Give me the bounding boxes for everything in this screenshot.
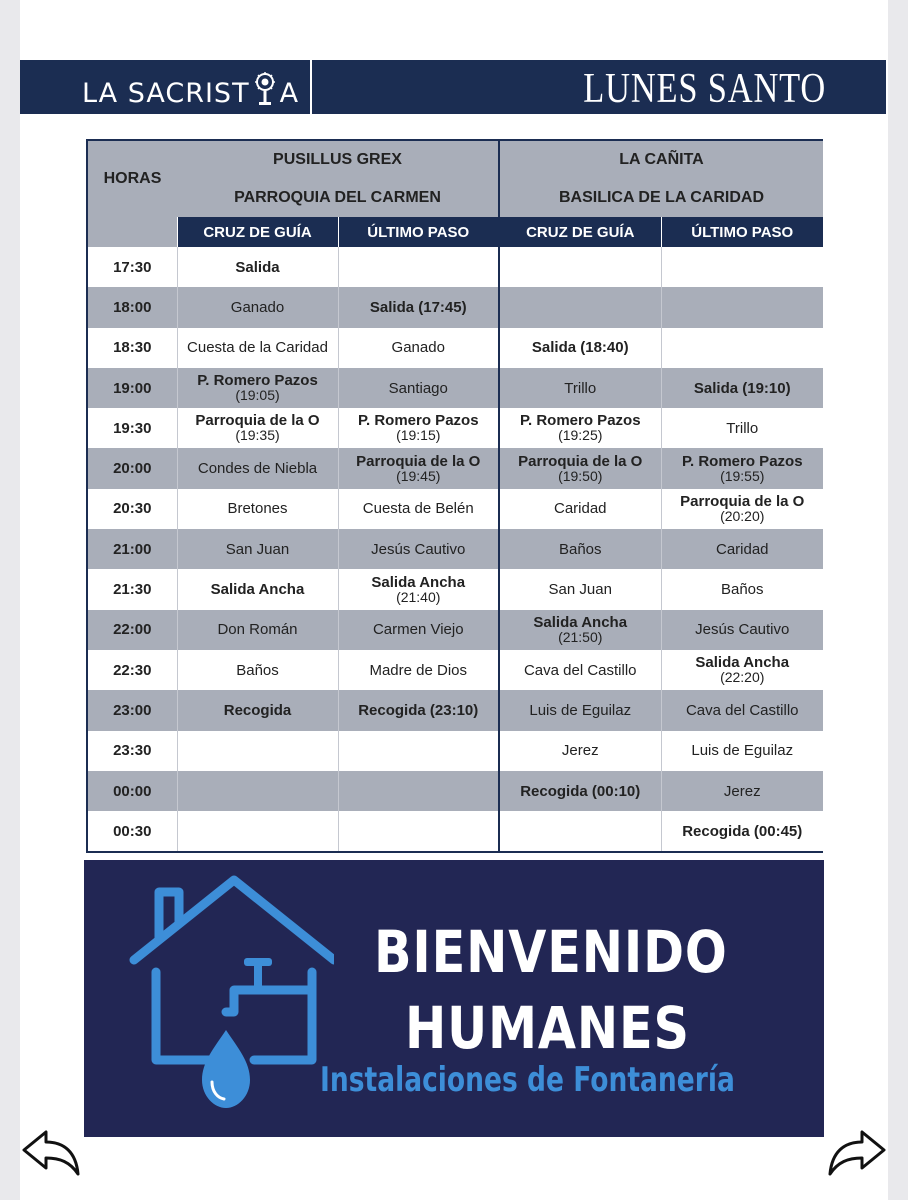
cell-time: (22:20): [720, 669, 765, 686]
schedule-cell: [338, 328, 499, 368]
cell-time: (19:35): [235, 427, 280, 444]
brand-text-left: LA SACRIST: [82, 78, 250, 109]
schedule-cell: [338, 368, 499, 408]
schedule-cell: [338, 650, 499, 690]
schedule-cell: [661, 569, 823, 609]
schedule-cell: [338, 811, 499, 851]
schedule-cell: [661, 650, 823, 690]
schedule-cell: [177, 690, 338, 730]
schedule-cell: [499, 529, 661, 569]
house-faucet-icon: [104, 872, 334, 1127]
schedule-cell: [499, 408, 661, 448]
cell-location: Cuesta de la Caridad: [187, 339, 328, 357]
table-row: [88, 569, 823, 609]
schedule-cell: [177, 287, 338, 327]
schedule-cell: [499, 610, 661, 650]
schedule-cell: [499, 448, 661, 488]
cell-location: Luis de Eguilaz: [529, 701, 632, 719]
schedule-cell: [338, 448, 499, 488]
cell-location: Cava del Castillo: [523, 661, 637, 679]
schedule-cell: [177, 731, 338, 771]
hour-cell: 23:30: [88, 731, 177, 771]
schedule-cell: [499, 569, 661, 609]
schedule-cell: [499, 368, 661, 408]
table-row: [88, 731, 823, 771]
cell-location: Parroquia de la O: [518, 452, 643, 470]
cell-location: Carmen Viejo: [372, 621, 464, 639]
cell-location: Caridad: [553, 500, 607, 518]
hour-cell: 21:30: [88, 569, 177, 609]
cell-location: Salida Ancha: [533, 613, 628, 631]
subheader-cruz-2: CRUZ DE GUÍA: [499, 217, 661, 247]
cell-time: (19:50): [558, 467, 603, 484]
table-row: [88, 287, 823, 327]
table-row: [88, 690, 823, 730]
cell-time: (19:25): [558, 427, 603, 444]
schedule-cell: [177, 650, 338, 690]
page: [20, 0, 888, 1200]
cell-location: Cava del Castillo: [685, 701, 799, 719]
cell-location: Caridad: [715, 540, 769, 558]
schedule-cell: [661, 489, 823, 529]
cell-location: Ganado: [391, 339, 445, 357]
cell-location: Bretones: [227, 500, 288, 518]
cell-location: Salida (19:10): [693, 379, 791, 397]
hour-cell: 19:30: [88, 408, 177, 448]
cell-location: P. Romero Pazos: [357, 412, 479, 430]
schedule-cell: [177, 328, 338, 368]
table-row: [88, 247, 823, 287]
group-name-2: LA CAÑITA: [499, 141, 823, 179]
table-row: [88, 650, 823, 690]
cell-location: Parroquia de la O: [195, 412, 320, 430]
schedule-cell: [338, 247, 499, 287]
header-divider: [310, 60, 312, 114]
table-row: [88, 771, 823, 811]
next-page-button[interactable]: [824, 1126, 888, 1182]
hour-cell: 18:00: [88, 287, 177, 327]
schedule-cell: [661, 690, 823, 730]
hour-cell: 17:30: [88, 247, 177, 287]
cell-location: Trillo: [564, 379, 597, 397]
cell-time: (20:20): [720, 507, 765, 524]
cell-location: Luis de Eguilaz: [691, 742, 794, 760]
cell-location: Recogida: [223, 701, 292, 719]
hour-cell: 00:30: [88, 811, 177, 851]
schedule-cell: [338, 529, 499, 569]
table-row: [88, 529, 823, 569]
hour-cell: 23:00: [88, 690, 177, 730]
table-row: [88, 489, 823, 529]
cell-location: Salida (17:45): [369, 298, 467, 316]
horas-header: HORAS: [88, 141, 177, 217]
schedule-cell: [499, 811, 661, 851]
cell-location: Parroquia de la O: [680, 492, 805, 510]
cell-location: Jerez: [561, 742, 599, 760]
ad-company-name: HUMANES: [405, 994, 690, 1062]
schedule-cell: [499, 287, 661, 327]
subheader-paso-1: ÚLTIMO PASO: [338, 217, 499, 247]
schedule-cell: [338, 489, 499, 529]
cell-location: Salida (18:40): [531, 339, 629, 357]
hour-cell: 20:30: [88, 489, 177, 529]
cell-location: Madre de Dios: [369, 661, 468, 679]
hour-cell: 19:00: [88, 368, 177, 408]
page-title: LUNES SANTO: [583, 66, 826, 112]
cell-time: (21:50): [558, 628, 603, 645]
cell-location: Salida Ancha: [695, 654, 790, 672]
monstrance-icon: [252, 72, 278, 106]
schedule-cell: [661, 529, 823, 569]
schedule-cell: [661, 408, 823, 448]
brand-logo: [82, 78, 299, 109]
schedule-cell: [661, 811, 823, 851]
cell-time: (19:45): [396, 467, 441, 484]
schedule-cell: [338, 287, 499, 327]
brand-text-right: A: [279, 78, 300, 109]
subheader-cruz-1: CRUZ DE GUÍA: [177, 217, 338, 247]
hour-cell: 22:00: [88, 610, 177, 650]
cell-location: Jesús Cautivo: [695, 621, 790, 639]
schedule-cell: [661, 731, 823, 771]
schedule-cell: [661, 610, 823, 650]
schedule-cell: [338, 771, 499, 811]
schedule-cell: [177, 448, 338, 488]
schedule-cell: [177, 771, 338, 811]
cell-location: San Juan: [225, 540, 290, 558]
cell-location: P. Romero Pazos: [519, 412, 641, 430]
table-row: [88, 811, 823, 851]
cell-location: Jerez: [723, 782, 761, 800]
cell-location: P. Romero Pazos: [197, 372, 318, 390]
hour-cell: 00:00: [88, 771, 177, 811]
schedule-cell: [661, 771, 823, 811]
schedule-cell: [338, 569, 499, 609]
schedule-cell: [338, 690, 499, 730]
cell-location: Don Román: [217, 621, 298, 639]
schedule-cell: [499, 247, 661, 287]
cell-location: Baños: [558, 540, 602, 558]
table-row: [88, 328, 823, 368]
arrow-back-icon: [20, 1126, 84, 1182]
schedule-cell: [661, 368, 823, 408]
cell-time: (19:05): [235, 387, 280, 404]
cell-time: (19:55): [720, 467, 765, 484]
cell-location: Baños: [236, 661, 279, 679]
table-row: [88, 368, 823, 408]
table-row: [88, 408, 823, 448]
arrow-forward-icon: [824, 1126, 888, 1182]
cell-location: Recogida (00:10): [520, 782, 641, 800]
schedule-cell: [499, 690, 661, 730]
cell-location: Ganado: [230, 298, 285, 316]
schedule-cell: [177, 610, 338, 650]
schedule-cell: [177, 408, 338, 448]
schedule-cell: [661, 328, 823, 368]
cell-location: San Juan: [548, 581, 612, 599]
schedule-cell: [338, 610, 499, 650]
cell-location: Salida Ancha: [210, 581, 305, 599]
table-row: [88, 448, 823, 488]
schedule-cell: [177, 569, 338, 609]
schedule-cell: [177, 247, 338, 287]
horas-header-spacer: [88, 217, 177, 247]
schedule-cell: [177, 811, 338, 851]
cell-location: Salida Ancha: [371, 573, 466, 591]
schedule-cell: [177, 489, 338, 529]
schedule-cell: [338, 731, 499, 771]
group-church-2: BASILICA DE LA CARIDAD: [499, 179, 823, 217]
cell-location: Trillo: [726, 419, 759, 437]
cell-location: Recogida (23:10): [358, 701, 479, 719]
schedule-table: [86, 139, 823, 853]
schedule-cell: [499, 771, 661, 811]
hour-cell: 22:30: [88, 650, 177, 690]
hour-cell: 20:00: [88, 448, 177, 488]
schedule-cell: [499, 650, 661, 690]
header-bar: [20, 60, 886, 114]
cell-location: Jesús Cautivo: [371, 540, 466, 558]
schedule-body: [88, 247, 823, 851]
schedule-cell: [338, 408, 499, 448]
cell-location: Parroquia de la O: [356, 452, 481, 470]
cell-location: Santiago: [388, 379, 448, 397]
previous-page-button[interactable]: [20, 1126, 84, 1182]
schedule-cell: [177, 368, 338, 408]
subheader-paso-2: ÚLTIMO PASO: [661, 217, 823, 247]
table-row: [88, 610, 823, 650]
hour-cell: 18:30: [88, 328, 177, 368]
schedule-cell: [661, 247, 823, 287]
schedule-cell: [499, 731, 661, 771]
cell-location: Baños: [720, 581, 764, 599]
cell-time: (19:15): [396, 427, 441, 444]
schedule-cell: [661, 287, 823, 327]
cell-location: Condes de Niebla: [197, 460, 318, 478]
cell-time: (21:40): [396, 588, 441, 605]
hour-cell: 21:00: [88, 529, 177, 569]
group-church-1: PARROQUIA DEL CARMEN: [177, 179, 499, 217]
ad-tagline: Instalaciones de Fontanería: [320, 1060, 735, 1100]
schedule-cell: [661, 448, 823, 488]
advertisement-banner: [84, 860, 824, 1137]
cell-location: P. Romero Pazos: [681, 452, 803, 470]
cell-location: Cuesta de Belén: [362, 500, 474, 518]
schedule-cell: [499, 489, 661, 529]
group-name-1: PUSILLUS GREX: [177, 141, 499, 179]
schedule-cell: [177, 529, 338, 569]
schedule-cell: [499, 328, 661, 368]
cell-location: Recogida (00:45): [682, 822, 803, 840]
cell-location: Salida: [235, 258, 280, 276]
ad-headline: BIENVENIDO: [374, 918, 728, 986]
